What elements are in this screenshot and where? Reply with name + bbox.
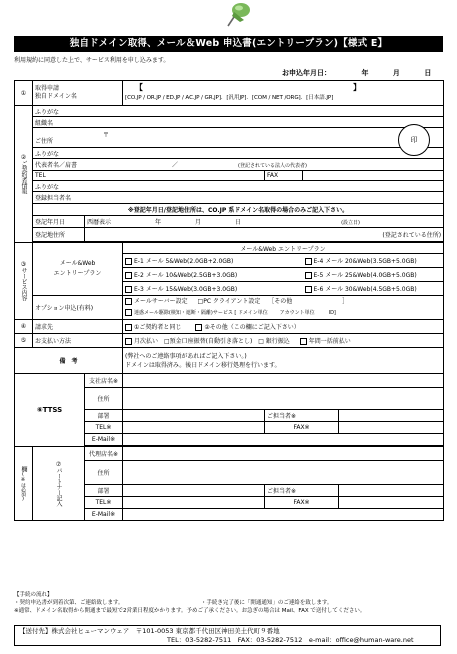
representative-field[interactable]: 代表者名／肩書 ／ (登記されている法人の代表者) <box>33 159 444 171</box>
partner-fax-label: FAX※ <box>265 497 339 509</box>
fax-label: FAX <box>265 171 303 181</box>
ttss-addr-field[interactable] <box>123 388 444 410</box>
partner-addr-label: 住所 <box>85 461 123 485</box>
procedure-notes: 【手続の流れ】 ・契約申込書が到着次第、ご連絡致します。 ・手続き完了後に「開通通知」のご連絡を致します。 ※通常、ドメイン名取得から開通まで最短で2営業日程度かかります。予めご了承ください。お急ぎの場合は Mail、FAX で送付してください。 <box>14 592 366 614</box>
plan-e6[interactable]: E-6 メール 30&Web(4.5GB+5.0GB) <box>303 282 444 296</box>
checkbox-icon[interactable] <box>300 338 307 345</box>
checkbox-icon[interactable] <box>125 258 132 265</box>
domain-label: 取得申請 独自ドメイン名 <box>33 81 123 106</box>
partner-tel-label: TEL※ <box>85 497 123 509</box>
remarks-field[interactable]: (弊社へのご連絡事項があればご記入下さい。) ドメインは取得済み。後日ドメイン移行処理を行います。 <box>123 348 444 374</box>
checkbox-icon[interactable] <box>125 272 132 279</box>
ttss-email-label: E-Mail※ <box>85 434 123 446</box>
service-label: ③サービス内容 <box>15 243 33 320</box>
ttss-addr-label: 住所 <box>85 388 123 410</box>
checkbox-icon[interactable] <box>125 324 132 331</box>
reg-addr-field[interactable]: (登記されている住所) <box>85 228 444 242</box>
ttss-dept-label: 部署 <box>85 410 123 422</box>
checkbox-icon[interactable] <box>125 298 132 305</box>
partner-person-label: ご担当者※ <box>265 485 339 497</box>
partner-fax-field[interactable] <box>339 497 444 509</box>
options-field[interactable]: メールサーバー設定 □PC クライアント設定 ［その他 ］ 迷惑メール駆除(検知・遮断・隔離)サービス [ ドメイン単位 アカウント単位 ID] <box>123 296 444 320</box>
plan-e1[interactable]: E-1 メール 5&Web(2.0GB+2.0GB) <box>123 254 303 268</box>
agreement-text: 利用規約に同意した上で、サービス利用を申し込みます。 <box>14 57 170 64</box>
ttss-tel-field[interactable] <box>123 422 265 434</box>
sec1-num: ① <box>15 81 33 106</box>
partner-addr-field[interactable] <box>123 461 444 485</box>
form-title: 独自ドメイン取得、メール＆Web 申込書(エントリープラン)【様式 E】 <box>14 36 443 52</box>
partner-dept-label: 部署 <box>85 485 123 497</box>
checkbox-icon[interactable] <box>305 258 312 265</box>
partner-email-field[interactable] <box>123 509 444 521</box>
address-field[interactable]: ご住所〒 <box>33 128 444 148</box>
billing-label: 請求先 <box>33 320 123 334</box>
partner-vlabel-b: ⑦パートナー記入 <box>33 447 85 521</box>
pushpin-icon <box>216 0 256 36</box>
partner-dept-field[interactable] <box>123 485 265 497</box>
sec5-num: ⑤ <box>15 334 33 348</box>
domain-types: [CO.JP / OR.JP / ED.JP / AC.JP / GR.JP]．[汎用JP]．[COM / NET /ORG]．[日本語.JP] <box>125 95 334 101</box>
branch-label: 支社店名※ <box>85 374 123 388</box>
plan-e4[interactable]: E-4 メール 20&Web(3.5GB+5.0GB) <box>303 254 444 268</box>
sec4-num: ④ <box>15 320 33 334</box>
registrant-name[interactable]: 登録担当者名 <box>33 192 444 204</box>
application-form-table <box>14 80 444 521</box>
ttss-email-field[interactable] <box>123 434 444 446</box>
registration-notice: ※登記年月日/登記地住所は、CO.JP 系ドメイン名取得の場合のみご記入下さい。 <box>33 204 444 216</box>
furigana-1[interactable]: ふりがな <box>33 106 444 117</box>
remarks-label: 備 考 <box>15 348 123 374</box>
ttss-person-field[interactable] <box>339 410 444 422</box>
plan-e5[interactable]: E-5 メール 25&Web(4.0GB+5.0GB) <box>303 268 444 282</box>
domain-row <box>15 81 444 106</box>
checkbox-icon[interactable] <box>125 338 132 345</box>
partner-tel-field[interactable] <box>123 497 265 509</box>
plan-e3[interactable]: E-3 メール 15&Web(3.0GB+3.0GB) <box>123 282 303 296</box>
checkbox-icon[interactable] <box>125 309 132 316</box>
company-name[interactable]: 組織名 <box>33 117 444 128</box>
billing-options[interactable]: ①ご契約者と同じ ②その他（この欄にご記入下さい） <box>123 320 444 334</box>
agency-field[interactable] <box>123 447 444 461</box>
plan-e2[interactable]: E-2 メール 10&Web(2.5GB+3.0GB) <box>123 268 303 282</box>
plan-label: メール&Web エントリープラン <box>33 243 123 296</box>
payment-options[interactable]: 月次払い □預金口座振替(自動引き落とし) □ 銀行振込 年間一括前払い <box>123 334 444 348</box>
ttss-fax-label: FAX※ <box>265 422 339 434</box>
contractor-label: ②ご契約者情報 <box>15 106 33 243</box>
ttss-dept-field[interactable] <box>123 410 265 422</box>
checkbox-icon[interactable] <box>125 286 132 293</box>
partner-person-field[interactable] <box>339 485 444 497</box>
agency-label: 代理店名※ <box>85 447 123 461</box>
checkbox-icon[interactable] <box>195 324 202 331</box>
tel-field[interactable]: TEL <box>33 171 265 181</box>
furigana-3[interactable]: ふりがな <box>33 181 444 192</box>
reg-date-field[interactable]: 西暦表示 年 月 日 (設立日) <box>85 216 444 228</box>
fax-field[interactable] <box>303 171 444 181</box>
branch-field[interactable] <box>123 374 444 388</box>
checkbox-icon[interactable] <box>305 286 312 293</box>
ttss-tel-label: TEL※ <box>85 422 123 434</box>
partner-vlabel-a: 欄(※は必須) <box>15 447 33 521</box>
partner-email-label: E-Mail※ <box>85 509 123 521</box>
reg-date-label: 登記年月日 <box>33 216 85 228</box>
payment-label: お支払い方法 <box>33 334 123 348</box>
send-to-footer: 【送付先】株式会社ヒューマンウェア 〒101-0053 東京都千代田区神田美土代町９番地 TEL：03-5282-7511 FAX：03-5282-7512 e-mail：office@human-ware.net <box>14 625 441 646</box>
furigana-2[interactable]: ふりがな <box>33 148 444 159</box>
options-label: オプション申込(有料) <box>33 296 123 320</box>
domain-input[interactable]: 【 】 [CO.JP / OR.JP / ED.JP / AC.JP / GR.JP]．[汎用JP]．[COM / NET /ORG]．[日本語.JP] <box>123 81 444 106</box>
plan-header: メール&Web エントリープラン <box>123 243 444 254</box>
application-date: お申込年月日： 年 月 日 <box>282 69 432 77</box>
reg-addr-label: 登記地住所 <box>33 228 85 242</box>
checkbox-icon[interactable] <box>305 272 312 279</box>
ttss-person-label: ご担当者※ <box>265 410 339 422</box>
seal-stamp-area: 印 <box>398 124 430 156</box>
ttss-fax-field[interactable] <box>339 422 444 434</box>
ttss-label: ⑥TTSS <box>15 374 85 447</box>
